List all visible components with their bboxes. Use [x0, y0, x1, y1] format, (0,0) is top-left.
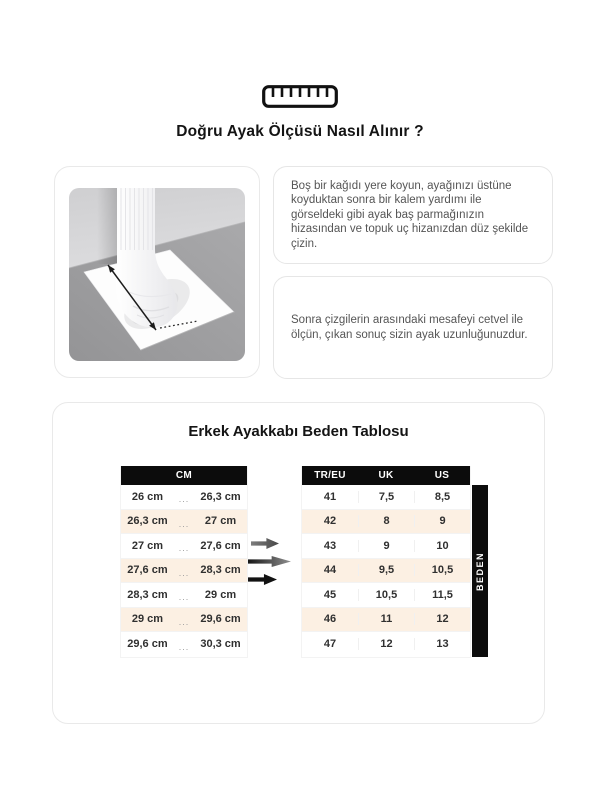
foot-on-paper-illustration: [69, 188, 245, 361]
foot-measurement-photo-card: [54, 166, 260, 378]
cm-from: 29,6 cm: [127, 638, 168, 651]
cm-from: 27 cm: [131, 539, 164, 552]
size-table-row: [302, 608, 470, 633]
header-tr-eu: TR/EU: [302, 466, 358, 485]
cm-to-size-arrows-icon: [248, 466, 301, 586]
uk-value: 7,5: [358, 491, 414, 503]
cm-to: 26,3 cm: [200, 490, 241, 503]
ruler-icon: [262, 85, 338, 108]
beden-side-label: BEDEN: [472, 485, 488, 657]
tr-eu-value: 45: [323, 588, 337, 601]
us-value: 9: [414, 515, 470, 527]
range-dots: ...: [178, 592, 190, 603]
range-dots: ...: [178, 518, 190, 529]
cm-to: 29 cm: [204, 588, 237, 601]
us-value: 11,5: [414, 589, 470, 601]
cm-table-row: [121, 583, 247, 608]
size-table-row: [302, 632, 470, 657]
size-table-row: [302, 485, 470, 510]
size-tables-row: [53, 466, 544, 658]
cm-to: 28,3 cm: [200, 564, 241, 577]
cm-to: 30,3 cm: [200, 638, 241, 651]
cm-from: 29 cm: [131, 613, 164, 626]
cm-table-row: [121, 485, 247, 510]
foot-measurement-photo: [69, 188, 245, 361]
cm-to: 27,6 cm: [200, 539, 241, 552]
arrow-right-icon: [248, 555, 291, 568]
size-table-title: Erkek Ayakkabı Beden Tablosu: [188, 423, 409, 440]
region-size-table: [301, 466, 471, 658]
size-table-header-row: [302, 466, 470, 485]
instructions-section: [54, 166, 553, 379]
cm-from: 26,3 cm: [127, 515, 168, 528]
ruler-icon-wrap: [0, 0, 600, 108]
tr-eu-value: 44: [323, 564, 337, 577]
cm-table-row: [121, 632, 247, 657]
instruction-steps: [273, 166, 553, 379]
cm-to: 29,6 cm: [200, 613, 241, 626]
range-dots: ...: [178, 567, 190, 578]
size-table-card: [52, 402, 545, 724]
size-table-row: [302, 534, 470, 559]
cm-table-header: CM: [121, 466, 247, 485]
arrow-right-icon: [248, 573, 277, 586]
cm-to: 27 cm: [204, 515, 237, 528]
cm-table-row: [121, 534, 247, 559]
uk-value: 12: [358, 638, 414, 650]
uk-value: 11: [358, 613, 414, 625]
header-us: US: [414, 466, 470, 485]
instruction-step-2-text: Sonra çizgilerin arasındaki mesafeyi cetvel ile ölçün, çıkan sonuç sizin ayak uzunluğunuzdur.: [291, 313, 528, 341]
tr-eu-value: 41: [323, 490, 337, 503]
instruction-step-1: [273, 166, 553, 264]
size-table-row: [302, 583, 470, 608]
us-value: 10,5: [414, 564, 470, 576]
instruction-step-1-text: Boş bir kağıdı yere koyun, ayağınızı üstüne koyduktan sonra bir kalem yardımı ile görseldeki gibi ayak baş parmağınızın hizasından ve topuk uç hizanızdan düz şekilde çizin.: [291, 179, 529, 250]
us-value: 10: [414, 540, 470, 552]
tr-eu-value: 43: [323, 539, 337, 552]
arrow-right-icon: [251, 537, 279, 550]
range-dots: ...: [178, 616, 190, 627]
cm-from: 26 cm: [131, 490, 164, 503]
header-uk: UK: [358, 466, 414, 485]
cm-from: 28,3 cm: [127, 588, 168, 601]
us-value: 12: [414, 613, 470, 625]
uk-value: 8: [358, 515, 414, 527]
range-dots: ...: [178, 641, 190, 652]
uk-value: 10,5: [358, 589, 414, 601]
cm-table: [120, 466, 248, 658]
tr-eu-value: 46: [323, 613, 337, 626]
cm-table-row: [121, 510, 247, 535]
uk-value: 9: [358, 540, 414, 552]
cm-table-row: [121, 608, 247, 633]
page-title: Doğru Ayak Ölçüsü Nasıl Alınır ?: [176, 123, 424, 140]
range-dots: ...: [178, 494, 190, 505]
size-table-row: [302, 510, 470, 535]
range-dots: ...: [178, 543, 190, 554]
cm-table-row: [121, 559, 247, 584]
tr-eu-value: 42: [323, 515, 337, 528]
us-value: 8,5: [414, 491, 470, 503]
tr-eu-value: 47: [323, 638, 337, 651]
uk-value: 9,5: [358, 564, 414, 576]
size-table-row: [302, 559, 470, 584]
us-value: 13: [414, 638, 470, 650]
instruction-step-2: [273, 276, 553, 379]
cm-from: 27,6 cm: [127, 564, 168, 577]
